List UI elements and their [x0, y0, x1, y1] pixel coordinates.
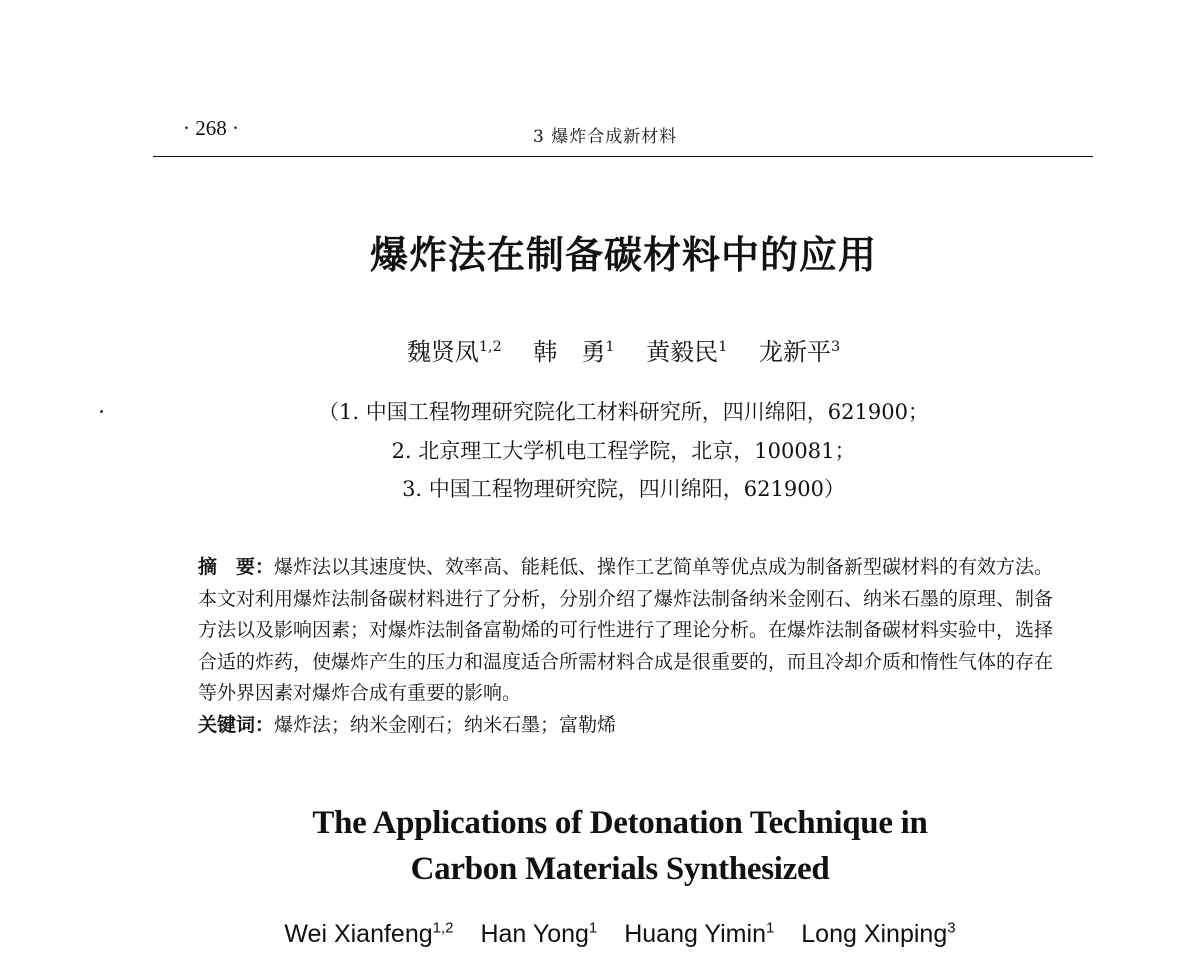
author-cn: 韩 勇$^1$: [533, 338, 615, 366]
keywords-label: 关键词：: [198, 713, 275, 736]
affiliation-line: 2. 北京理工大学机电工程学院，北京，100081；: [391, 439, 856, 463]
header-rule: [153, 156, 1093, 157]
author-en: Huang Yimin$^1$: [624, 919, 775, 948]
keywords-text: 爆炸法；纳米金刚石；纳米石墨；富勒烯: [274, 713, 617, 736]
keywords-paragraph: [198, 710, 1058, 742]
author-list-en: [0, 920, 1200, 949]
abstract-text: 爆炸法以其速度快、效率高、能耗低、操作工艺简单等优点成为制备新型碳材料的有效方法。本文对利用爆炸法制备碳材料进行了分析，分别介绍了爆炸法制备纳米金刚石、纳米石墨的原理、制备方法以及影响因素；对爆炸法制备富勒烯的可行性进行了理论分析。在爆炸法制备碳材料实验中，选择合适的炸药，使爆炸产生的压力和温度适合所需材料合成是很重要的，而且冷却介质和惰性气体的存在等外界因素对爆炸合成有重要的影响。: [198, 556, 1054, 704]
author-en: Han Yong$^1$: [480, 919, 598, 948]
paper-title-cn: 爆炸法在制备碳材料中的应用: [369, 232, 877, 277]
affiliation-line: 3. 中国工程物理研究院，四川绵阳，621900）: [402, 477, 845, 501]
affiliation-line: （1. 中国工程物理研究院化工材料研究所，四川绵阳，621900；: [318, 400, 929, 424]
author-cn: 龙新平$^3$: [758, 338, 841, 366]
author-en: Wei Xianfeng$^{1,2}$: [284, 919, 454, 948]
abstract-block: [198, 552, 1058, 741]
page-number: · 268 ·: [183, 116, 239, 140]
author-cn: 黄毅民$^1$: [646, 338, 728, 366]
title-en-line-1: The Applications of Detonation Technique in: [312, 805, 928, 841]
author-cn: 魏贤凤$^{1,2}$: [406, 338, 502, 366]
title-en-line-2: Carbon Materials Synthesized: [410, 851, 830, 887]
running-head: 3 爆炸合成新材料: [533, 127, 678, 147]
paper-title-en: [0, 800, 1200, 892]
abstract-paragraph: [198, 552, 1058, 710]
abstract-label: 摘 要：: [198, 556, 275, 578]
author-list-cn: [0, 332, 1200, 367]
author-en: Long Xinping$^3$: [801, 919, 956, 948]
